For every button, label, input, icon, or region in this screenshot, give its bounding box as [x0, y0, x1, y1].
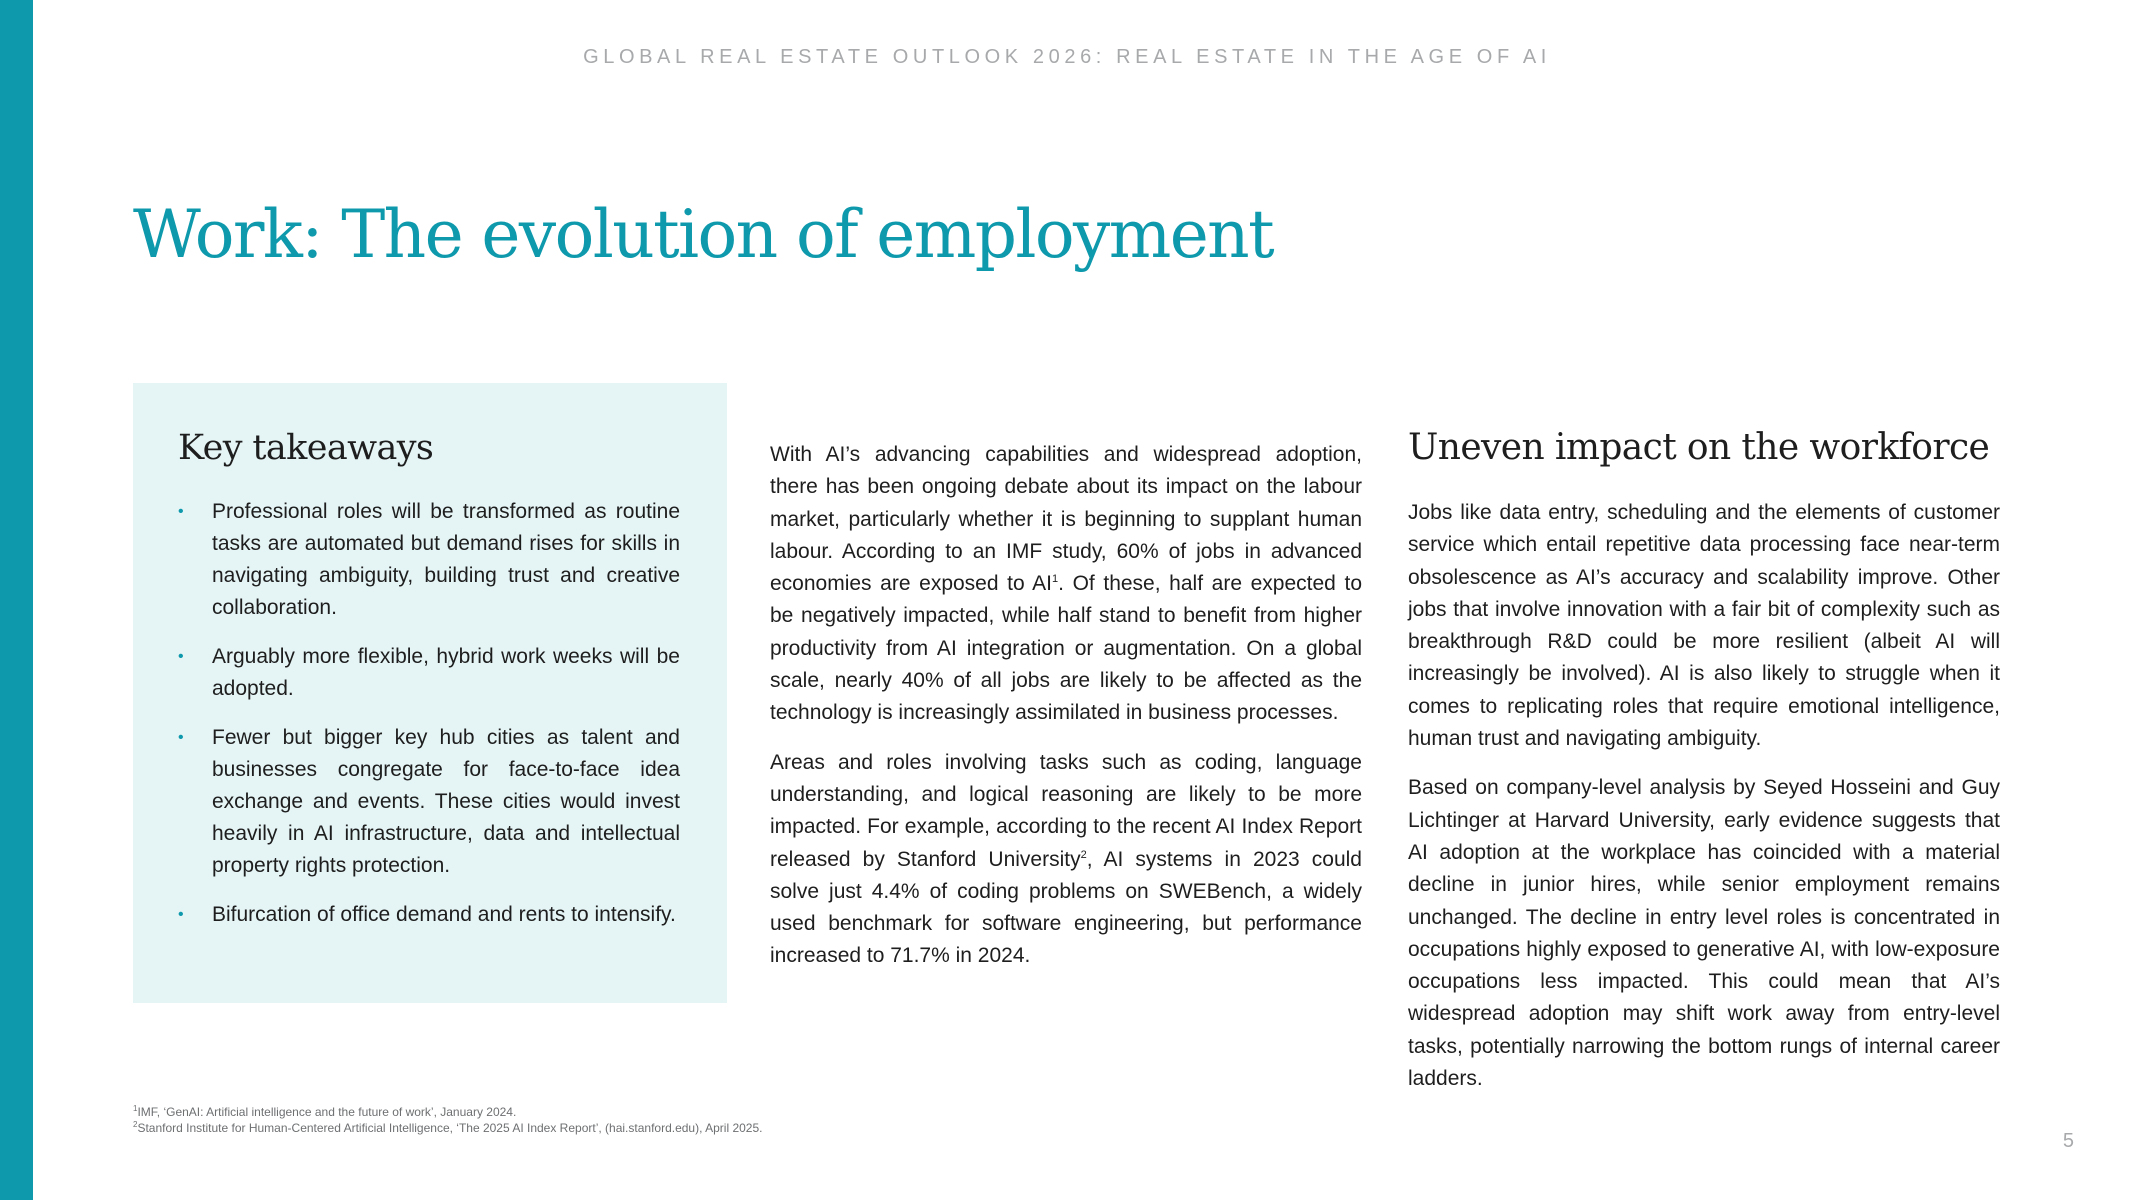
- key-takeaways-list: [178, 496, 680, 948]
- footnote-text: IMF, ‘GenAI: Artificial intelligence and the future of work’, January 2024.: [137, 1105, 517, 1119]
- list-item: [178, 496, 680, 624]
- bullet-icon: •: [178, 503, 184, 520]
- bullet-icon: •: [178, 648, 184, 665]
- footnote-ref: 1: [1051, 573, 1059, 586]
- footnotes: [133, 1104, 1433, 1136]
- list-item: [178, 722, 680, 882]
- body-paragraph: Jobs like data entry, scheduling and the elements of customer service which entail repetitive data processing face near-term obsolescence as AI’s accuracy and scalability improve. Other jobs that involve innovation with a fair bit of complexity such as breakthrough R&D could be more resilient (albeit AI will increasingly be involved). AI is also likely to struggle when it comes to replicating roles that require emotional intelligence, human trust and navigating ambiguity.: [1408, 501, 2000, 751]
- paragraph-text: , AI systems in 2023 could solve just 4.4% of coding problems on SWEBench, a widely used benchmark for software engineering, but performance increased to 71.7% in 2024.: [770, 847, 1362, 968]
- footnote: [133, 1104, 1433, 1120]
- workforce-impact-heading: Uneven impact on the workforce: [1408, 427, 1990, 468]
- takeaway-text: Fewer but bigger key hub cities as talent and businesses congregate for face-to-face idea exchange and events. These cities would invest heavily in AI infrastructure, data and intellectual property rights protection.: [212, 726, 680, 877]
- paragraph-text: With AI’s advancing capabilities and widespread adoption, there has been ongoing debate about its impact on the labour market, particularly whether it is beginning to supplant human labour. According to an IMF study, 60% of jobs in advanced economies are exposed to AI: [770, 443, 1362, 596]
- takeaway-text: Bifurcation of office demand and rents to intensify.: [212, 903, 676, 926]
- paragraph-text: . Of these, half are expected to be negatively impacted, while half stand to benefit from higher productivity from AI integration or augmentation. On a global scale, nearly 40% of all jobs are likely to be affected as the technology is increasingly assimilated in business processes.: [770, 572, 1362, 725]
- body-paragraph: [770, 439, 1362, 730]
- footnote-number: 1: [133, 1104, 138, 1113]
- bullet-icon: •: [178, 729, 184, 746]
- body-paragraph: Based on company-level analysis by Seyed Hosseini and Guy Lichtinger at Harvard University, early evidence suggests that AI adoption at the workplace has coincided with a material decline in junior hires, while senior employment remains unchanged. The decline in entry level roles is concentrated in occupations highly exposed to generative AI, with low-exposure occupations less impacted. This could mean that AI’s widespread adoption may shift work away from entry-level tasks, potentially narrowing the bottom rungs of internal career ladders.: [1408, 776, 2000, 1091]
- footnote-number: 2: [133, 1120, 138, 1129]
- running-header: GLOBAL REAL ESTATE OUTLOOK 2026: REAL ESTATE IN THE AGE OF AI: [583, 46, 1551, 68]
- footnote-text: Stanford Institute for Human-Centered Artificial Intelligence, ‘The 2025 AI Index Report’, (hai.stanford.edu), April 2025.: [137, 1121, 763, 1135]
- paragraph-text: Areas and roles involving tasks such as coding, language understanding, and logical reasoning are likely to be more impacted. For example, according to the recent AI Index Report released by Stanford University: [770, 750, 1362, 871]
- body-paragraph: [770, 747, 1362, 973]
- footnote: [133, 1120, 1433, 1136]
- list-item: [178, 641, 680, 705]
- key-takeaways-heading: Key takeaways: [178, 428, 434, 468]
- bullet-icon: •: [178, 906, 184, 923]
- list-item: [178, 899, 680, 931]
- right-column: [1408, 497, 2000, 1112]
- takeaway-text: Professional roles will be transformed as routine tasks are automated but demand rises for skills in navigating ambiguity, building trust and creative collaboration.: [212, 500, 680, 619]
- key-takeaways-box: [133, 383, 727, 1003]
- takeaway-text: Arguably more flexible, hybrid work weeks will be adopted.: [212, 645, 680, 700]
- middle-column: [770, 439, 1362, 990]
- accent-side-bar: [0, 0, 33, 1200]
- page-title: Work: The evolution of employment: [133, 196, 1274, 273]
- page-number: 5: [2062, 1130, 2074, 1152]
- footnote-ref: 2: [1080, 848, 1087, 861]
